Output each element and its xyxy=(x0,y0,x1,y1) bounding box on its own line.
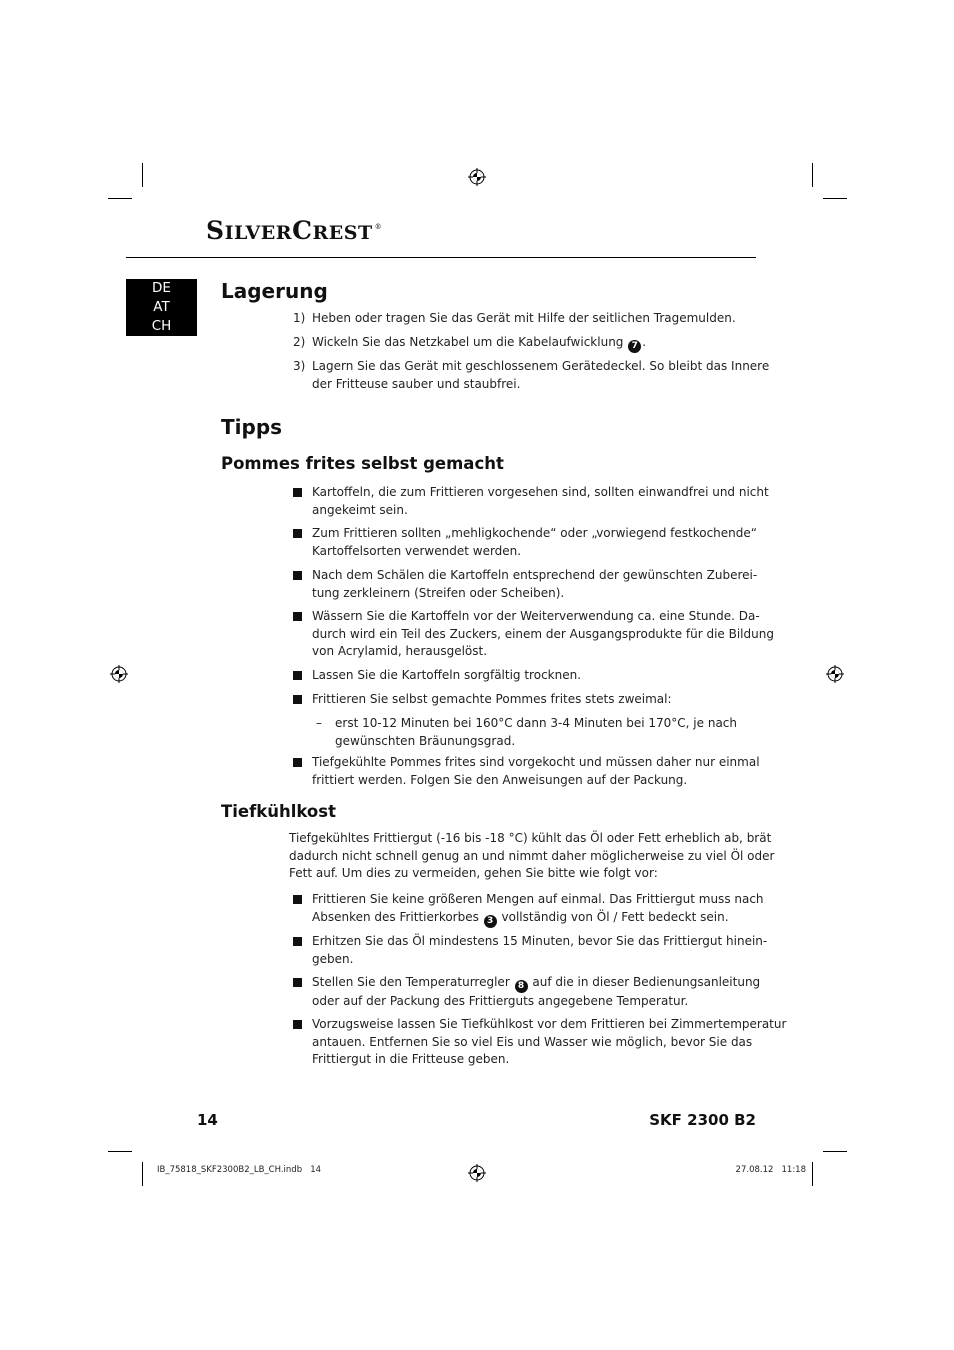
bullet-icon xyxy=(293,571,302,580)
crop-mark xyxy=(823,198,847,199)
bullet-icon xyxy=(293,758,302,767)
language-tab xyxy=(126,279,197,336)
print-slug-date: 27.08.12 11:18 xyxy=(735,1165,806,1175)
language-code: CH xyxy=(151,318,172,334)
step-text: Lagern Sie das Gerät mit geschlossenem Gerätedeckel. So bleibt das Innere der Fritteuse sauber und staubfrei. xyxy=(312,359,770,391)
bullet-icon xyxy=(293,671,302,680)
bullet-text: Stellen Sie den Temperaturregler 8 auf die in dieser Bedienungsanleitung oder auf der Packung des Frittierguts angegebene Temperatur. xyxy=(312,975,761,1008)
step-number: 3) xyxy=(293,359,306,373)
step-number: 1) xyxy=(293,311,306,325)
crop-mark xyxy=(108,1151,132,1152)
registration-mark-icon xyxy=(468,1164,486,1182)
bullet-text: Zum Frittieren sollten „mehligkochende“ oder „vorwiegend festkochende“ Kartoffelsorten verwendet werden. xyxy=(312,526,757,558)
bullet-icon xyxy=(293,612,302,621)
crop-mark xyxy=(812,163,813,187)
part-reference-icon: 7 xyxy=(628,340,641,353)
bullet-text: Nach dem Schälen die Kartoffeln entsprechend der gewünschten Zuberei- tung zerkleinern (Streifen oder Scheiben). xyxy=(312,568,758,600)
sub-item-text: erst 10-12 Minuten bei 160°C dann 3-4 Minuten bei 170°C, je nach gewünschten Bräunungsgrad. xyxy=(335,716,737,748)
bullet-text: Lassen Sie die Kartoffeln sorgfältig trocknen. xyxy=(312,668,582,682)
subsection-title-pommes: Pommes frites selbst gemacht xyxy=(221,454,504,473)
bullet-icon xyxy=(293,488,302,497)
header-rule xyxy=(126,257,756,258)
part-reference-icon: 3 xyxy=(484,915,497,928)
bullet-icon xyxy=(293,978,302,987)
bullet-text: Frittieren Sie keine größeren Mengen auf einmal. Das Frittiergut muss nach Absenken des Frittierkorbes 3 vollständig von Öl / Fett bedeckt sein. xyxy=(312,892,764,926)
intro-paragraph: Tiefgekühltes Frittiergut (-16 bis -18 °C) kühlt das Öl oder Fett erheblich ab, brät dadurch nicht schnell genug an und nimmt daher möglicherweise zu viel Öl oder Fett auf. Um dies zu vermeiden, gehen Sie bitte wie folgt vor: xyxy=(289,831,775,880)
brand-logo: SILVERCREST ® xyxy=(206,216,383,245)
model-number: SKF 2300 B2 xyxy=(649,1111,756,1129)
crop-mark xyxy=(142,163,143,187)
language-code: AT xyxy=(153,299,170,315)
crop-mark xyxy=(142,1162,143,1186)
section-title-tipps: Tipps xyxy=(221,415,283,439)
step-text: Heben oder tragen Sie das Gerät mit Hilfe der seitlichen Tragemulden. xyxy=(312,311,736,325)
language-code: DE xyxy=(152,280,171,296)
registration-mark-icon xyxy=(110,665,128,683)
bullet-icon xyxy=(293,529,302,538)
bullet-text: Erhitzen Sie das Öl mindestens 15 Minuten, bevor Sie das Frittiergut hinein- geben. xyxy=(312,934,768,966)
crop-mark xyxy=(812,1162,813,1186)
bullet-text: Wässern Sie die Kartoffeln vor der Weiterverwendung ca. eine Stunde. Da- durch wird ein Teil des Zuckers, einem der Ausgangsprodukte für die Bildung von Acrylamid, herausgelöst. xyxy=(312,609,774,658)
registration-mark-icon xyxy=(468,168,486,186)
step-text: Wickeln Sie das Netzkabel um die Kabelaufwicklung 7 . xyxy=(312,335,647,351)
crop-mark xyxy=(108,198,132,199)
bullet-text: Tiefgekühlte Pommes frites sind vorgekocht und müssen daher nur einmal frittiert werden. Folgen Sie den Anweisungen auf der Packung. xyxy=(312,755,760,787)
bullet-icon xyxy=(293,695,302,704)
step-number: 2) xyxy=(293,335,306,349)
part-reference-icon: 8 xyxy=(515,980,528,993)
bullet-icon xyxy=(293,937,302,946)
bullet-text: Vorzugsweise lassen Sie Tiefkühlkost vor dem Frittieren bei Zimmertemperatur antauen. Entfernen Sie so viel Eis und Wasser wie möglich, bevor Sie das Frittiergut in die Fritteuse geben. xyxy=(312,1017,787,1066)
section-title-lagerung: Lagerung xyxy=(221,279,328,303)
dash-marker: – xyxy=(316,716,322,730)
crop-mark xyxy=(823,1151,847,1152)
bullet-text: Frittieren Sie selbst gemachte Pommes frites stets zweimal: xyxy=(312,692,672,706)
registration-mark-icon xyxy=(826,665,844,683)
bullet-text: Kartoffeln, die zum Frittieren vorgesehen sind, sollten einwandfrei und nicht angekeimt sein. xyxy=(312,485,769,517)
subsection-title-tiefkuehlkost: Tiefkühlkost xyxy=(221,802,336,821)
page-number: 14 xyxy=(197,1111,218,1129)
bullet-icon xyxy=(293,1020,302,1029)
print-slug-file: IB_75818_SKF2300B2_LB_CH.indb 14 xyxy=(157,1165,322,1175)
bullet-icon xyxy=(293,895,302,904)
